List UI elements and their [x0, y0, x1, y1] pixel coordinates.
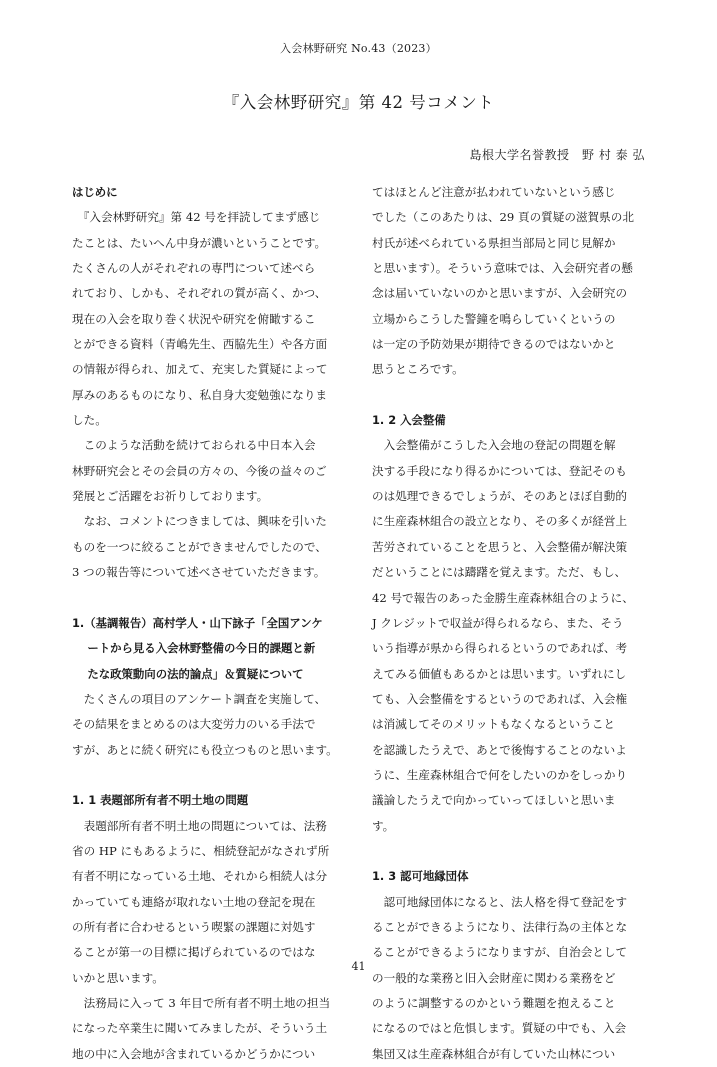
section-heading-line: はじめに	[72, 185, 118, 199]
body-text-line: 表題部所有者不明土地の問題については、法務	[72, 818, 327, 833]
body-text-line: 集団又は生産森林組合が有していた山林につい	[372, 1046, 616, 1061]
body-text-line: ることができるようになりますが、自治会として	[372, 945, 628, 960]
body-text-line: ても、入会整備をするというのであれば、入会権	[372, 691, 628, 706]
body-text-line: 地の中に入会地が含まれているかどうかについ	[72, 1046, 316, 1061]
author-line: 島根大学名誉教授 野 村 泰 弘	[469, 148, 645, 162]
body-text-line: れており、しかも、それぞれの質が高く、かつ、	[72, 286, 327, 301]
body-text-line: 村氏が述べられている県担当部局と同じ見解か	[372, 235, 616, 250]
body-text-line: 念は届いていないのかと思いますが、入会研究の	[372, 286, 628, 301]
article-title: 『入会林野研究』第 42 号コメント	[222, 93, 495, 112]
body-text-line: 42 号で報告のあった金勝生産森林組合のように、	[372, 590, 634, 605]
body-text-line: のように調整するのかという難題を抱えること	[372, 996, 616, 1010]
body-text-line: たくさんの項目のアンケート調査を実施して、	[72, 691, 327, 706]
body-text-line: のは処理できるでしょうが、そのあとほぼ自動的	[372, 489, 627, 504]
body-text-line: J クレジットで収益が得られるなら、また、そう	[372, 615, 624, 630]
page-number: 41	[351, 960, 366, 973]
body-text-line: 現在の入会を取り巻く状況や研究を俯瞰するこ	[72, 311, 316, 326]
body-text-line: かっていても連絡が取れない土地の登記を現在	[72, 894, 316, 909]
body-text-line: 立場からこうした警鐘を鳴らしていくというの	[372, 311, 616, 326]
body-text-line: うに、生産森林組合で何をしたいのかをしっかり	[372, 767, 628, 782]
body-text-line: 林野研究会とその会員の方々の、今後の益々のご	[72, 463, 327, 478]
section-heading-line: 1. 1 表題部所有者不明土地の問題	[72, 793, 249, 808]
body-text-line: は一定の予防効果が期待できるのではないかと	[372, 337, 616, 352]
body-text-line: になるのではと危惧します。質疑の中でも、入会	[372, 1021, 627, 1036]
section-heading-line: ートから見る入会林野整備の今日的課題と新	[72, 641, 316, 656]
body-text-line: その結果をまとめるのは大変労力のいる手法で	[72, 717, 316, 732]
body-text-line: なお、コメントにつきましては、興味を引いた	[72, 514, 327, 529]
body-text-line: 決する手段になり得るかについては、登記そのも	[372, 463, 627, 478]
body-text-line: は消滅してそのメリットもなくなるということ	[372, 717, 616, 732]
body-text-line: 認可地縁団体になると、法人格を得て登記をす	[372, 894, 628, 909]
body-text-line: 省の HP にもあるように、相続登記がなされず所	[72, 843, 330, 858]
body-text-line: えてみる価値もあるかとは思います。いずれにし	[372, 666, 627, 681]
body-text-line: 厚みのあるものになり、私自身大変勉強になりま	[72, 387, 328, 402]
body-text-line: 入会整備がこうした入会地の登記の問題を解	[372, 438, 616, 453]
body-text-line: いう指導が県から得られるというのであれば、考	[372, 641, 628, 656]
body-text-line: たことは、たいへん中身が濃いということです。	[72, 235, 327, 250]
body-text-line: ものを一つに絞ることができませんでしたので、	[72, 539, 327, 554]
body-text-line: ることができるようになり、法律行為の主体とな	[372, 919, 628, 934]
section-heading-line: 1. 3 認可地縁団体	[372, 869, 469, 884]
section-heading-line: 1.（基調報告）高村学人・山下詠子「全国アンケ	[72, 615, 323, 630]
left-column	[72, 180, 348, 1067]
body-text-line: とができる資料（青嶋先生、西脇先生）や各方面	[72, 337, 328, 352]
body-text-line: でした（このあたりは、29 頁の質疑の滋賀県の北	[372, 210, 634, 225]
body-text-line: だということには躊躇を覚えます。ただ、もし、	[372, 565, 627, 580]
body-text-line: てはほとんど注意が払われていないという感じ	[372, 185, 616, 199]
body-text-line: 思うところです。	[372, 362, 464, 377]
body-text-line: 法務局に入って 3 年目で所有者不明土地の担当	[72, 996, 331, 1010]
section-heading-line: たな政策動向の法的論点」＆質疑について	[72, 666, 304, 681]
body-text-line: いかと思います。	[72, 970, 164, 985]
body-text-line: を認識したうえで、あとで後悔することのないよ	[372, 742, 627, 757]
body-text-line: の所有者に合わせるという喫緊の課題に対処す	[72, 919, 316, 934]
body-text-line: した。	[72, 413, 107, 428]
body-text-line: 苦労されていることを思うと、入会整備が解決策	[372, 539, 628, 554]
paragraph-spacer	[72, 586, 348, 611]
body-text-line: の一般的な業務と旧入会財産に関わる業務をど	[372, 970, 616, 985]
body-text-line: たくさんの人がそれぞれの専門について述べら	[72, 261, 316, 276]
body-text-line: 3 つの報告等について述べさせていただきます。	[72, 565, 326, 580]
body-text-line: このような活動を続けておられる中日本入会	[72, 438, 316, 453]
body-text-line: ることが第一の目標に掲げられているのではな	[72, 945, 316, 960]
body-text-line: の情報が得られ、加えて、充実した質疑によって	[72, 362, 328, 377]
body-text-line: に生産森林組合の設立となり、その多くが経営上	[372, 514, 628, 529]
body-text-line: 発展とご活躍をお祈りしております。	[72, 489, 269, 504]
body-text-line: 議論したうえで向かっていってほしいと思いま	[372, 793, 616, 808]
body-text-line: 『入会林野研究』第 42 号を拝読してまず感じ	[72, 210, 321, 225]
body-text-line: 有者不明になっている土地、それから相続人は分	[72, 869, 328, 884]
running-header: 入会林野研究 No.43（2023）	[280, 42, 437, 55]
body-text-line: す。	[372, 818, 395, 833]
body-text-line: と思います）。そういう意味では、入会研究者の懸	[372, 261, 633, 276]
body-text-line: になった卒業生に聞いてみましたが、そういう土	[72, 1021, 328, 1036]
section-heading-line: 1. 2 入会整備	[372, 413, 446, 428]
paragraph-spacer	[372, 839, 648, 864]
right-column	[372, 180, 648, 1067]
paragraph-spacer	[372, 383, 648, 408]
paragraph-spacer	[72, 763, 348, 788]
body-text-line: すが、あとに続く研究にも役立つものと思います。	[72, 742, 338, 757]
